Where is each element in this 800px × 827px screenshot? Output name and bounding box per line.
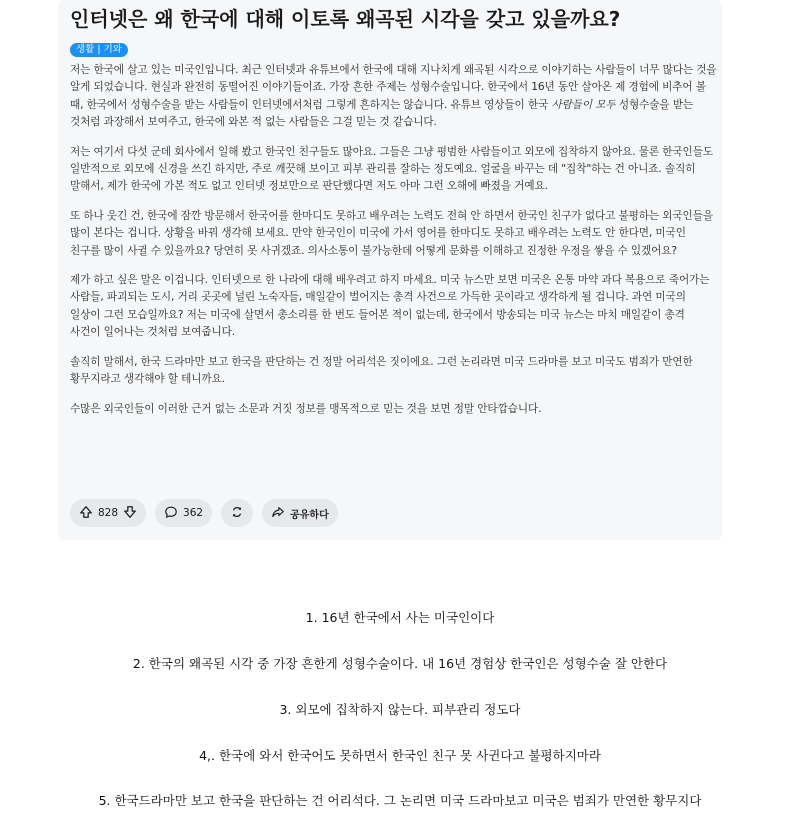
share-icon xyxy=(271,505,285,522)
share-label: 공유하다 xyxy=(290,509,329,521)
post-paragraph: 수많은 외국인들이 이러한 근거 없는 소문과 거짓 정보를 맹목적으로 믿는 것을 보면 정말 안타깝습니다. xyxy=(70,402,542,415)
post-paragraph xyxy=(70,62,718,132)
downvote-icon[interactable] xyxy=(123,505,137,522)
post-paragraph: 제가 하고 싶은 말은 이겁니다. 인터넷으로 한 나라에 대해 배우려고 하지 마세요. 미국 뉴스만 보면 미국은 온통 마약 과다 복용으로 죽어가는 사람들, 파괴되는 도시, 거리 곳곳에 널린 노숙자들, 매일같이 벌어지는 총격 사건으로 가득한 곳이라고 생각하게 될 겁니다. 과연 미국의 일상이 그런 모습일까요? 저는 미국에 살면서 총소리를 한 번도 들어본 적이 없는데, 한국에서 방송되는 미국 뉴스는 마치 매일같이 총격 사건이 일어나는 것처럼 보여줍니다. xyxy=(70,274,710,339)
award-icon xyxy=(230,505,244,522)
vote-control xyxy=(70,499,146,527)
post-text: 저는 한국에 살고 있는 미국인입니다. 최근 인터넷과 유튜브에서 한국에 대해 지나치게 왜곡된 시각으로 이야기하는 사람들이 너무 많다는 것을 알게 되었습니다. 현실과 완전히 동떨어진 이야기들이죠. 가장 흔한 주제는 성형수술입니다. 한국에서 16년 동안 살아온 제 경험에 비추어 볼 때, 한국에서 성형수술을 받는 사람들이 인터넷에서처럼 그렇게 흔하지는 않습니다. 유튜브 영상들이 한국 xyxy=(70,64,717,111)
upvote-icon[interactable] xyxy=(79,505,93,522)
comment-icon xyxy=(164,505,178,522)
upvote-count: 828 xyxy=(98,507,119,519)
action-bar xyxy=(70,499,338,527)
summary-item: 3. 외모에 집착하지 않는다. 피부관리 정도다 xyxy=(279,702,521,717)
post-card xyxy=(58,0,722,540)
post-paragraph: 저는 여기서 다섯 군데 회사에서 일해 봤고 한국인 친구들도 많아요. 그들은 그냥 평범한 사람들이고 외모에 집착하지 않아요. 물론 한국인들도 일반적으로 외모에 신경을 쓰긴 하지만, 주로 깨끗해 보이고 피부 관리를 잘하는 정도예요. 얼굴을 바꾸는 데 "집착"하는 건 아니죠. 솔직히 말해서, 제가 한국에 가본 적도 없고 인터넷 정보만으로 판단했다면 저도 아마 그런 오해에 빠졌을 거예요. xyxy=(70,145,713,193)
post-body xyxy=(70,62,718,430)
summary-item: 2. 한국의 왜곡된 시각 중 가장 흔한게 성형수술이다. 내 16년 경험상 한국인은 성형수술 잘 안한다 xyxy=(132,656,668,671)
award-button[interactable] xyxy=(221,499,253,527)
post-paragraph: 또 하나 웃긴 건, 한국에 잠깐 방문해서 한국어를 한마디도 못하고 배우려는 노력도 전혀 안 하면서 한국인 친구가 없다고 불평하는 외국인들을 많이 본다는 겁니다. 상황을 바꿔 생각해 보세요. 만약 한국인이 미국에 가서 영어를 한마디도 못하고 배우려는 노력도 안 한다면, 미국인 친구를 많이 사귈 수 있을까요? 당연히 못 사귀겠죠. 의사소통이 불가능한데 어떻게 문화를 이해하고 진정한 우정을 쌓을 수 있겠어요? xyxy=(70,209,713,257)
post-title: 인터넷은 왜 한국에 대해 이토록 왜곡된 시각을 갖고 있을까요? xyxy=(70,7,621,31)
summary-item: 5. 한국드라마만 보고 한국을 판단하는 건 어리석다. 그 논리면 미국 드라마보고 미국은 범죄가 만연한 황무지다 xyxy=(98,793,702,808)
summary-item: 1. 16년 한국에서 사는 미국인이다 xyxy=(305,610,495,625)
post-paragraph: 솔직히 말해서, 한국 드라마만 보고 한국을 판단하는 건 정말 어리석은 짓이에요. 그런 논리라면 미국 드라마를 보고 미국도 범죄가 만연한 황무지라고 생각해야 할 테니까요. xyxy=(70,355,693,386)
share-button[interactable] xyxy=(262,499,338,527)
comment-count: 362 xyxy=(183,507,204,519)
post-flair[interactable]: 생활 | 기와 xyxy=(70,43,128,57)
post-text-italic: 사람들이 모두 xyxy=(551,98,616,111)
post-text: 성형수술을 받는 것처럼 과장해서 보여주고, 한국에 와본 적 없는 사람들은 그걸 믿는 것 같습니다. xyxy=(70,98,694,129)
comments-button[interactable] xyxy=(155,499,212,527)
summary-item: 4,. 한국에 와서 한국어도 못하면서 한국인 친구 못 사귄다고 불평하지마라 xyxy=(199,748,601,763)
